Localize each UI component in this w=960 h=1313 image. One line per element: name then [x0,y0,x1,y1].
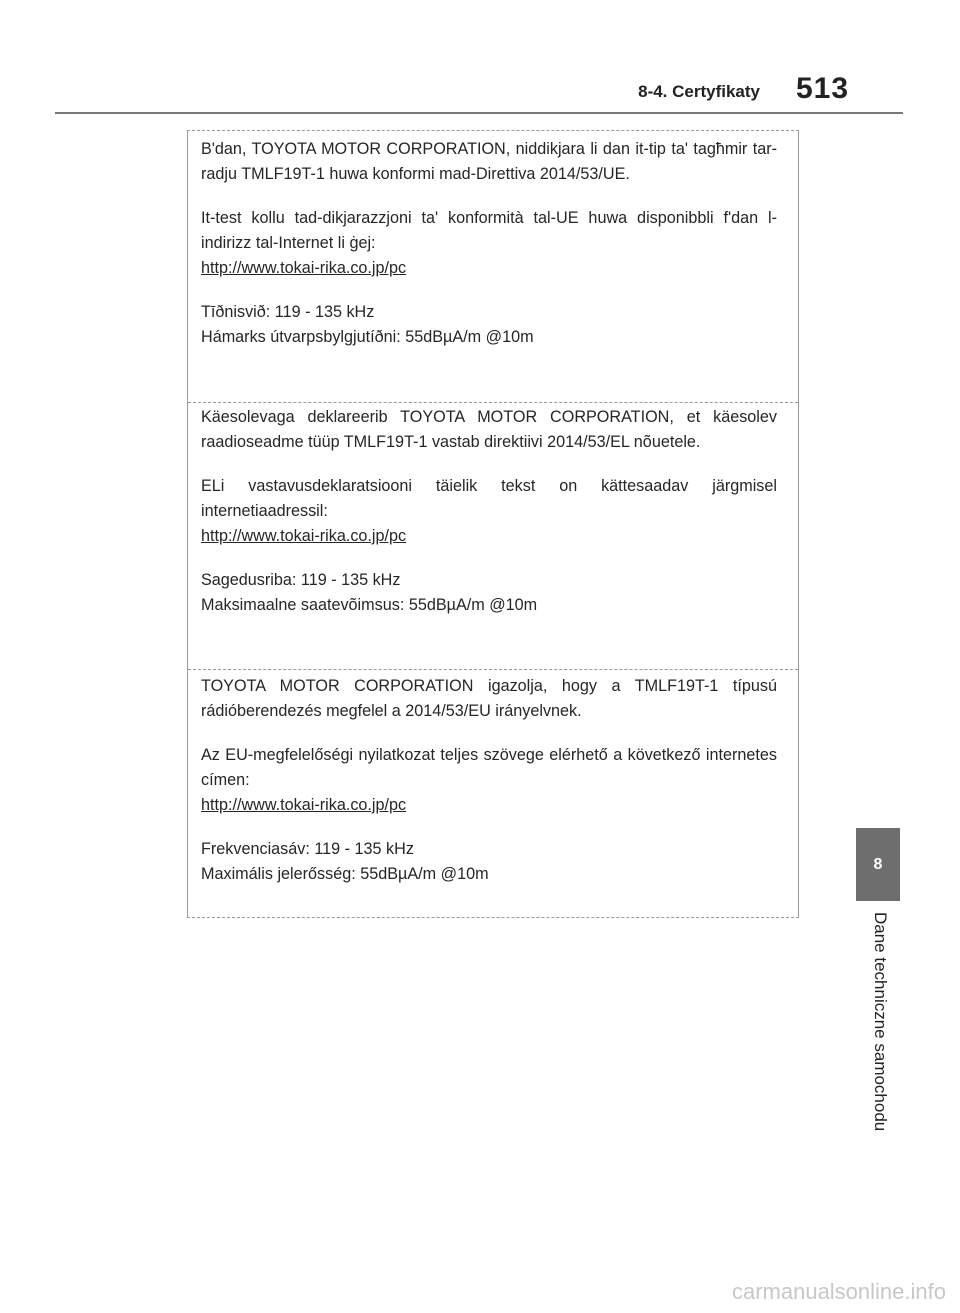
url-intro-text: ELi vastavusdeklaratsiooni täielik tekst on kättesaadav järgmisel internetiaadressil: [201,477,777,520]
url-intro-text: Az EU-megfelelőségi nyilatkozat teljes szövege elérhető a következő internetes címen: [201,746,777,789]
power-text: Maksimaalne saatevõimsus: 55dBµA/m @10m [201,596,538,614]
certificate-url-link[interactable]: http://www.tokai-rika.co.jp/pc [201,259,407,277]
chapter-tab[interactable] [856,828,900,901]
block-divider [188,669,798,670]
declaration-text: Käesolevaga deklareerib TOYOTA MOTOR CORPORATION, et käesolev raadioseadme tüüp TMLF19T-1 vastab direktiivi 2014/53/EL nõuetele. [201,408,777,451]
section-title: 8-4. Certyfikaty [638,82,760,101]
frequency-text: Tīðnisvið: 119 - 135 kHz [201,303,375,321]
power-text: Hámarks útvarpsbylgjutíðni: 55dBµA/m @10m [201,328,534,346]
chapter-number: 8 [873,855,883,873]
declaration-text: B'dan, TOYOTA MOTOR CORPORATION, niddikjara li dan it-tip ta' tagħmir tar-radju TMLF19T-1 huwa konformi mad-Direttiva 2014/53/UE. [201,140,777,183]
block-divider [188,402,798,403]
certificate-url-link[interactable]: http://www.tokai-rika.co.jp/pc [201,796,407,814]
header-rule [55,112,903,114]
frequency-text: Sagedusriba: 119 - 135 kHz [201,571,401,589]
page-number: 513 [796,72,850,105]
certificate-block-maltese-icelandic [201,137,777,350]
power-text: Maximális jelerősség: 55dBµA/m @10m [201,865,489,883]
declaration-text: TOYOTA MOTOR CORPORATION igazolja, hogy a TMLF19T-1 típusú rádióberendezés megfelel a 2014/53/EU irányelvnek. [201,677,777,720]
watermark: carmanualsonline.info [731,1279,946,1304]
certificate-block-hungarian [201,674,777,887]
url-intro-text: It-test kollu tad-dikjarazzjoni ta' konformità tal-UE huwa disponibbli f'dan l-indirizz tal-Internet li ġej: [201,209,777,252]
certificate-block-estonian [201,405,777,618]
frequency-text: Frekvenciasáv: 119 - 135 kHz [201,840,414,858]
certificate-box [187,130,799,918]
certificate-url-link[interactable]: http://www.tokai-rika.co.jp/pc [201,527,407,545]
chapter-title-vertical: Dane techniczne samochodu [871,912,890,1132]
